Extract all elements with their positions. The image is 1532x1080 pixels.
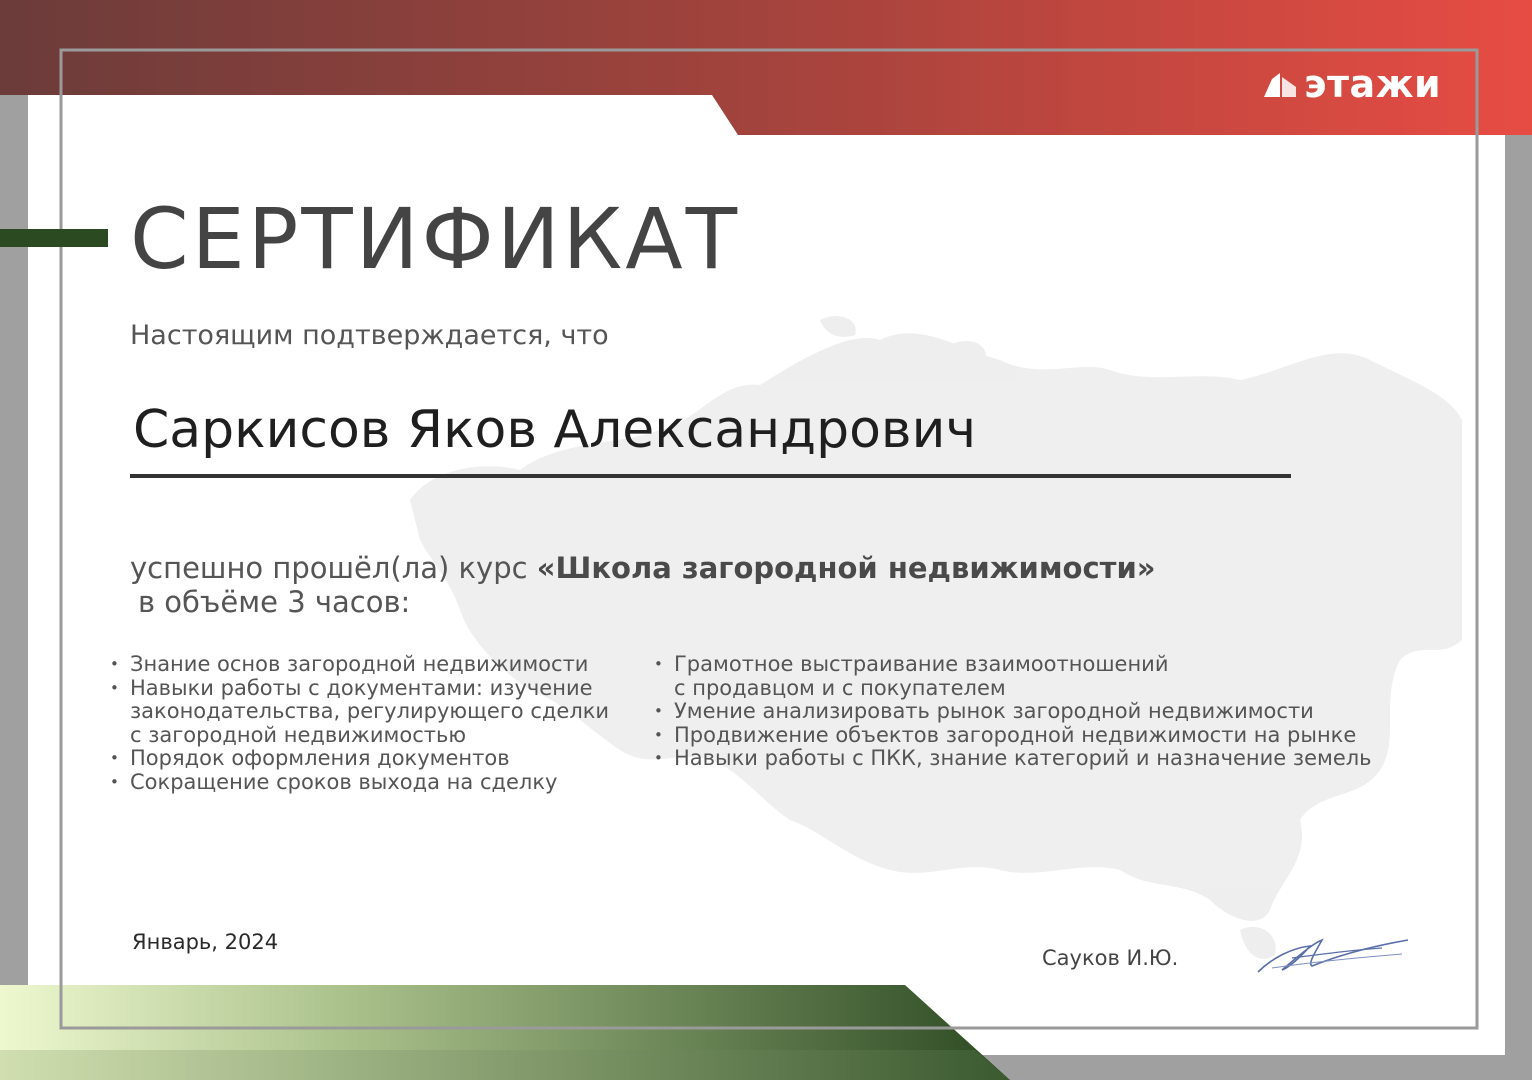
certificate-title: СЕРТИФИКАТ xyxy=(130,190,741,288)
company-logo xyxy=(1262,62,1441,106)
course-volume: в объёме 3 часов: xyxy=(138,585,411,619)
skill-item: • Навыки работы с документами: изучение xyxy=(110,677,609,701)
skill-item: законодательства, регулирующего сделки xyxy=(130,699,610,724)
skill-item: • Грамотное выстраивание взаимоотношений xyxy=(654,653,1372,677)
skills-list-left xyxy=(110,653,609,795)
skill-item: • Сокращение сроков выхода на сделку xyxy=(110,771,609,795)
course-prefix: успешно прошёл(ла) курс xyxy=(130,551,537,585)
certificate-subtitle: Настоящим подтверждается, что xyxy=(130,320,609,351)
recipient-name: Саркисов Яков Александрович xyxy=(133,400,977,460)
signer-name: Сауков И.Ю. xyxy=(1042,946,1179,970)
skill-item: • Умение анализировать рынок загородной недвижимости xyxy=(654,700,1372,724)
issue-date: Январь, 2024 xyxy=(132,930,279,954)
skill-item: • Порядок оформления документов xyxy=(110,747,609,771)
skill-item: с загородной недвижимостью xyxy=(130,722,467,747)
logo-text: этажи xyxy=(1304,62,1442,106)
skill-item: с продавцом и с покупателем xyxy=(674,675,1006,700)
skill-item: • Навыки работы с ПКК, знание категорий и назначение земель xyxy=(654,747,1372,771)
right-grey-band xyxy=(1505,130,1532,1080)
name-underline xyxy=(130,474,1291,478)
building-icon xyxy=(1262,69,1298,99)
course-name: «Школа загородной недвижимости» xyxy=(536,551,1156,585)
signature-image xyxy=(1252,928,1412,978)
skill-item: • Знание основ загородной недвижимости xyxy=(110,653,609,677)
skill-item: • Продвижение объектов загородной недвижимости на рынке xyxy=(654,724,1372,748)
skills-list-right xyxy=(654,653,1372,771)
header-top-strip xyxy=(0,0,1532,28)
title-accent-bar xyxy=(0,229,108,247)
course-line xyxy=(130,551,1156,585)
footer-band-inner xyxy=(0,1050,1010,1080)
